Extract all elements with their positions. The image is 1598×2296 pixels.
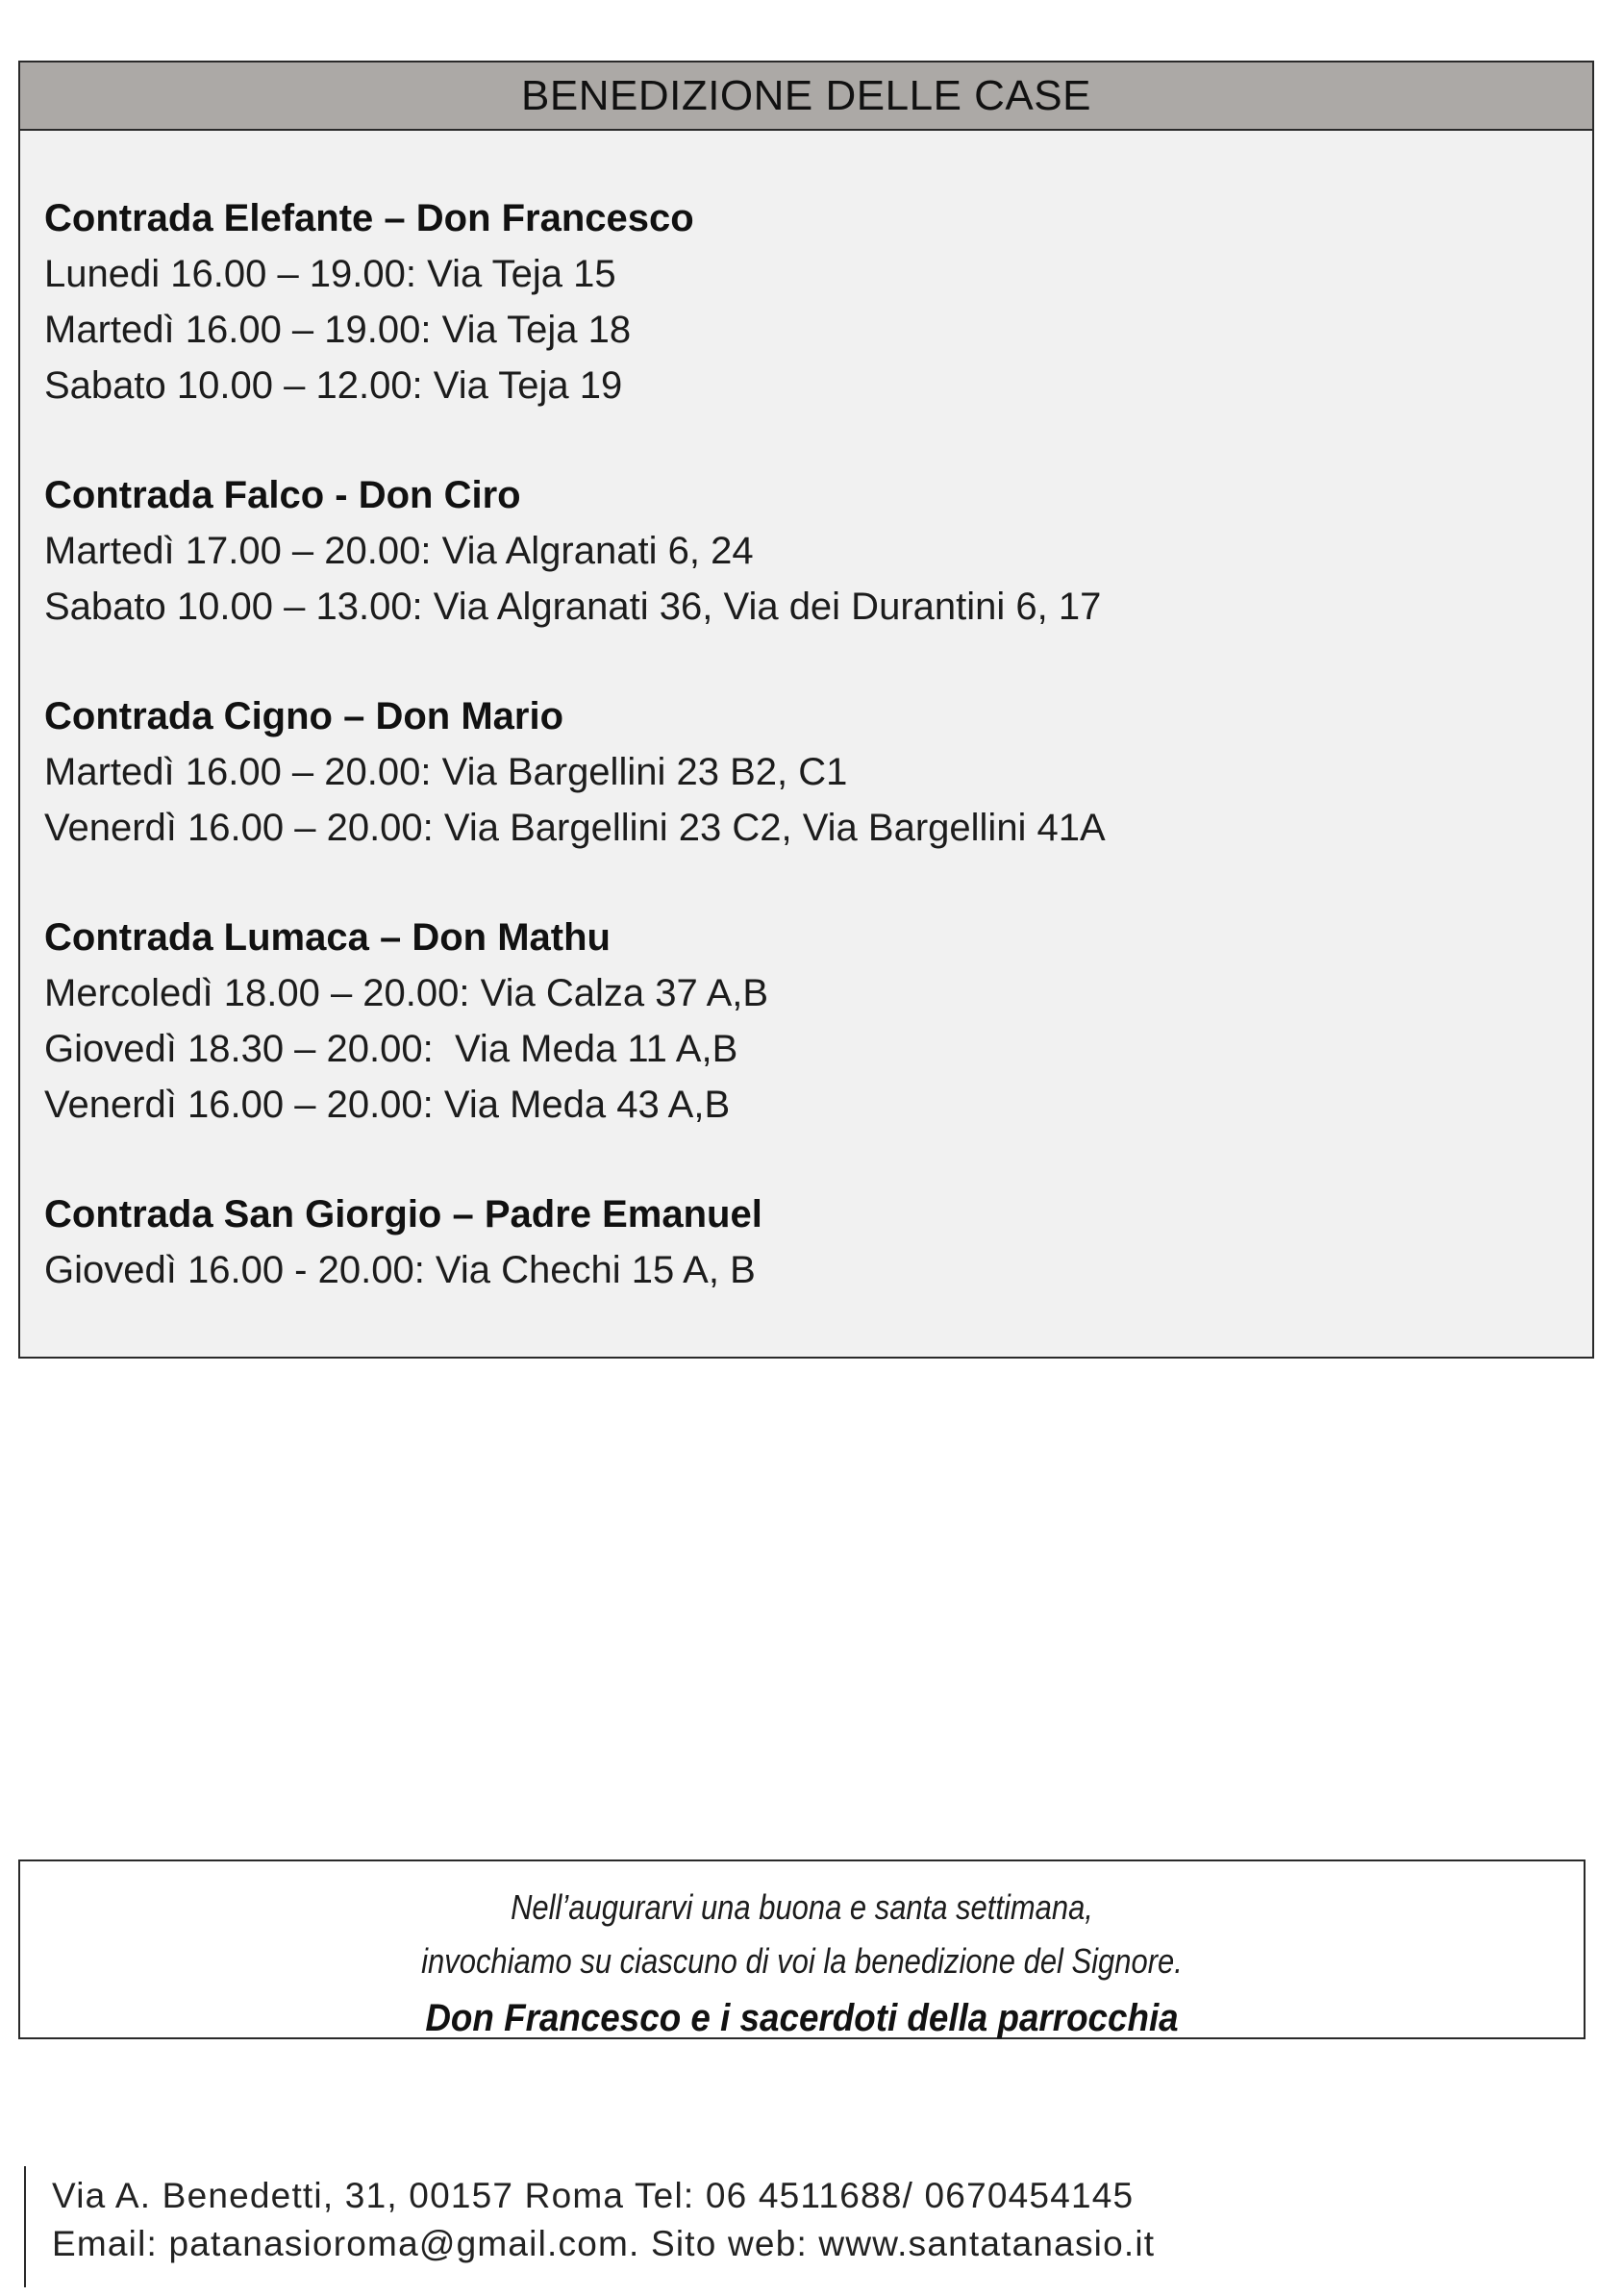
section-lumaca	[44, 910, 1592, 1133]
closing-line-2: invochiamo su ciascuno di voi la benedizione del Signore.	[421, 1941, 1183, 1981]
closing-message-box	[18, 1859, 1586, 2039]
section-cigno	[44, 688, 1592, 856]
schedule-box	[18, 61, 1594, 1359]
section-title: Contrada Cigno – Don Mario	[44, 695, 563, 737]
section-title: Contrada San Giorgio – Padre Emanuel	[44, 1193, 762, 1235]
schedule-line: Lunedi 16.00 – 19.00: Via Teja 15	[44, 253, 616, 295]
schedule-line: Martedì 17.00 – 20.00: Via Algranati 6, 24	[44, 530, 754, 572]
schedule-line: Sabato 10.00 – 12.00: Via Teja 19	[44, 364, 623, 407]
footer-address: Via A. Benedetti, 31, 00157 Roma Tel: 06 4511688/ 0670454145	[52, 2176, 1135, 2215]
closing-line-1: Nell’augurarvi una buona e santa settimana,	[511, 1887, 1093, 1927]
section-elefante	[44, 190, 1592, 413]
schedule-line: Martedì 16.00 – 19.00: Via Teja 18	[44, 309, 632, 351]
footer-contact: Email: patanasioroma@gmail.com. Sito web: www.santatanasio.it	[52, 2224, 1156, 2263]
footer	[24, 2166, 1155, 2287]
closing-signature: Don Francesco e i sacerdoti della parrocchia	[425, 1997, 1179, 2039]
schedule-line: Venerdì 16.00 – 20.00: Via Meda 43 A,B	[44, 1084, 731, 1126]
schedule-line: Martedì 16.00 – 20.00: Via Bargellini 23 B2, C1	[44, 751, 848, 793]
schedule-title: BENEDIZIONE DELLE CASE	[20, 62, 1592, 131]
section-falco	[44, 467, 1592, 635]
section-title: Contrada Lumaca – Don Mathu	[44, 916, 611, 959]
schedule-line: Giovedì 18.30 – 20.00: Via Meda 11 A,B	[44, 1028, 738, 1070]
schedule-line: Mercoledì 18.00 – 20.00: Via Calza 37 A,B	[44, 972, 769, 1014]
section-title: Contrada Falco - Don Ciro	[44, 474, 521, 516]
schedule-line: Sabato 10.00 – 13.00: Via Algranati 36, Via dei Durantini 6, 17	[44, 586, 1102, 628]
section-san-giorgio	[44, 1186, 1592, 1298]
schedule-body	[20, 131, 1592, 1298]
schedule-line: Venerdì 16.00 – 20.00: Via Bargellini 23 C2, Via Bargellini 41A	[44, 807, 1106, 849]
schedule-line: Giovedì 16.00 - 20.00: Via Chechi 15 A, B	[44, 1249, 756, 1291]
section-title: Contrada Elefante – Don Francesco	[44, 197, 694, 239]
